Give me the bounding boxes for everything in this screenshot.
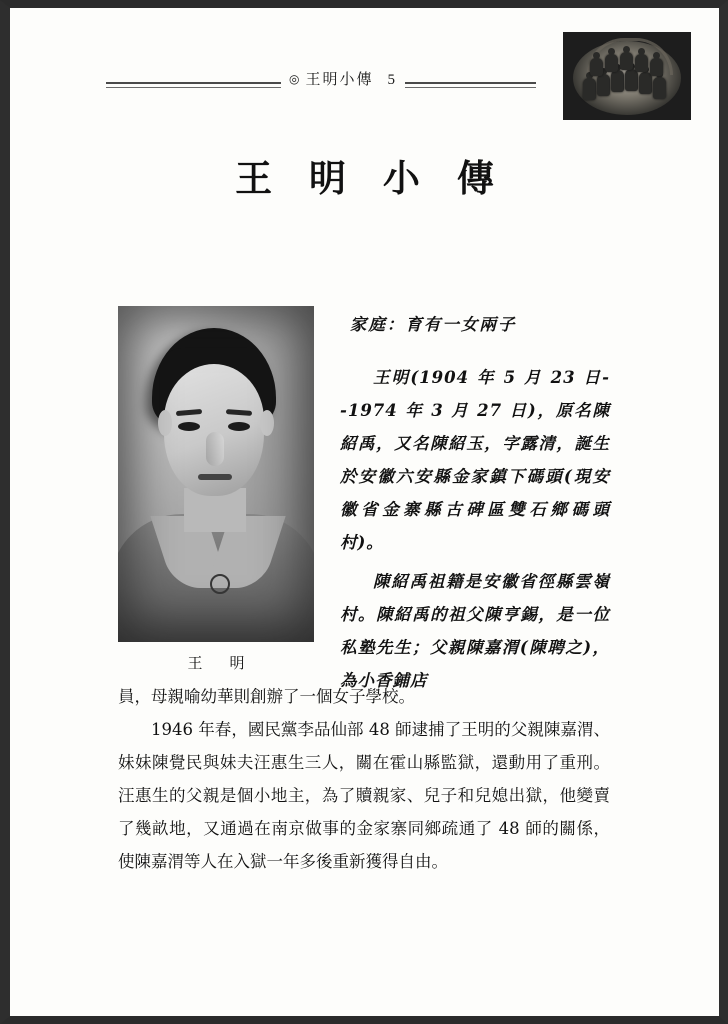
page-number: 5 — [387, 72, 397, 88]
diamond-icon: ◎ — [289, 72, 302, 86]
photo-caption: 王 明 — [187, 654, 251, 672]
paragraph-bio-1: 王明(1904 年 5 月 23 日--1974 年 3 月 27 日)，原名陳紹禹，又名陳紹玉，字露清，誕生於安徽六安縣金家鎮下碼頭(現安徽省金寨縣古碑區雙石鄉碼頭村)。 — [340, 368, 610, 552]
decorative-figures-ornament-icon — [563, 32, 691, 120]
header-label — [281, 68, 405, 89]
right-text-column — [340, 308, 610, 703]
running-header — [106, 60, 546, 100]
paragraph-body-2: 1946 年春，國民黨李品仙部 48 師逮捕了王明的父親陳嘉渭、妹妹陳覺民與妹夫汪惠生三人，關在霍山縣監獄，還動用了重刑。汪惠生的父親是個小地主，為了贖親家、兒子和兒媳出獄，他變賣了幾畝地，又通過在南京做事的金家寨同鄉疏通了 48 師的關係，使陳嘉渭等人在入獄一年多後重新獲得自由。 — [118, 720, 610, 871]
paragraph-bio-2: 陳紹禹祖籍是安徽省徑縣雲嶺村。陳紹禹的祖父陳亨錫，是一位私塾先生；父親陳嘉渭(陳聘之)，為小香鋪店 — [340, 572, 610, 690]
paragraph-body-1: 員，母親喻幼華則創辦了一個女子學校。 — [118, 687, 415, 706]
family-line: 家庭：育有一女兩子 — [349, 315, 517, 334]
header-title: 王明小傳 — [305, 70, 374, 88]
portrait-wang-ming-image — [118, 306, 314, 642]
page-title: 王 明 小 傳 — [235, 156, 506, 200]
page-sheet — [10, 8, 719, 1016]
body-text-column — [118, 680, 610, 878]
portrait-block — [118, 306, 314, 673]
